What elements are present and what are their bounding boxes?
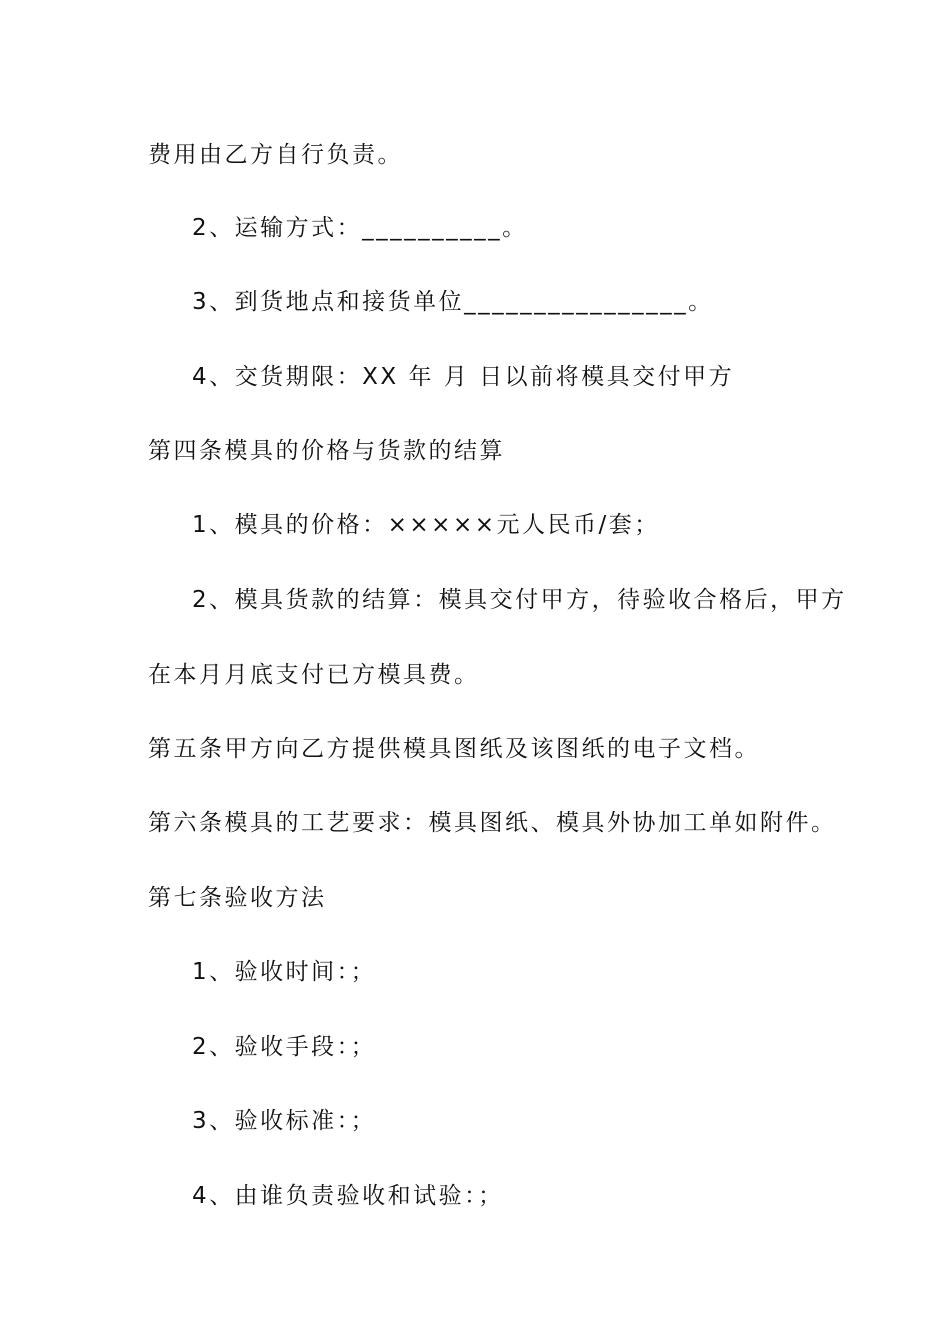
item-acceptance-time: 1、验收时间：； xyxy=(192,959,377,985)
paragraph-continuation: 费用由乙方自行负责。 xyxy=(148,142,403,168)
item-payment-settlement: 2、模具货款的结算：模具交付甲方，待验收合格后，甲方 xyxy=(192,587,847,613)
item-delivery-deadline: 4、交货期限：XX 年 月 日以前将模具交付甲方 xyxy=(192,364,735,390)
item-delivery-location: 3、到货地点和接货单位________________。 xyxy=(192,289,714,315)
item-acceptance-responsible: 4、由谁负责验收和试验：； xyxy=(192,1183,504,1209)
article-4-heading: 第四条模具的价格与货款的结算 xyxy=(148,438,505,464)
payment-settlement-continuation: 在本月月底支付已方模具费。 xyxy=(148,662,480,688)
article-5: 第五条甲方向乙方提供模具图纸及该图纸的电子文档。 xyxy=(148,736,760,762)
item-transport-method: 2、运输方式：__________。 xyxy=(192,215,528,241)
article-7-heading: 第七条验收方法 xyxy=(148,885,327,911)
item-mold-price: 1、模具的价格：×××××元人民币/套； xyxy=(192,512,660,538)
item-acceptance-standard: 3、验收标准：； xyxy=(192,1108,377,1134)
item-acceptance-means: 2、验收手段：； xyxy=(192,1034,377,1060)
article-6: 第六条模具的工艺要求：模具图纸、模具外协加工单如附件。 xyxy=(148,810,837,836)
